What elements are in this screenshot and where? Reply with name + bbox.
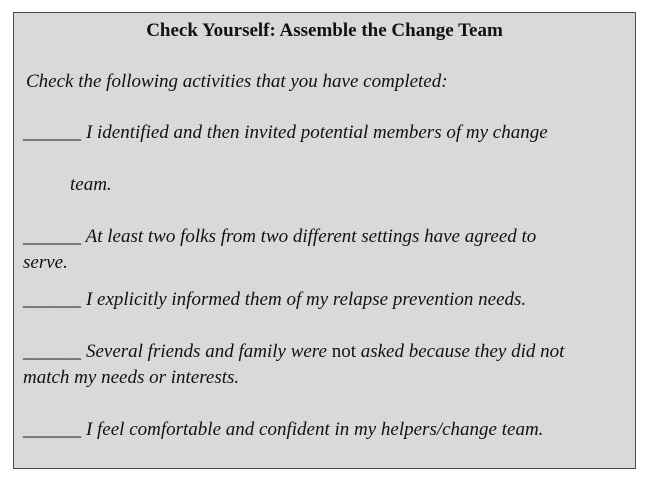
item-text: I identified and then invited potential members of my change <box>85 122 548 143</box>
answer-blank[interactable]: ______ <box>23 289 82 310</box>
answer-blank[interactable]: ______ <box>23 341 82 362</box>
item-continuation: serve. <box>23 252 68 273</box>
checklist-item <box>23 224 629 250</box>
item-continuation: team. <box>70 174 112 195</box>
answer-blank[interactable]: ______ <box>23 122 82 143</box>
checklist-item <box>23 339 629 365</box>
item-text: asked because they did not <box>355 341 565 362</box>
checklist-item <box>23 287 629 313</box>
checklist-item <box>23 120 629 146</box>
answer-blank[interactable]: ______ <box>23 226 82 247</box>
item-text: At least two folks from two different settings have agreed to <box>85 226 537 247</box>
item-text: Several friends and family were <box>85 341 332 362</box>
checklist-title: Check Yourself: Assemble the Change Team <box>146 20 503 41</box>
item-continuation: match my needs or interests. <box>23 367 240 388</box>
item-emphasis: not <box>331 341 356 362</box>
checklist-item <box>23 417 629 443</box>
checklist-box <box>13 12 636 469</box>
item-text: I feel comfortable and confident in my helpers/change team. <box>85 419 544 440</box>
checklist-intro: Check the following activities that you have completed: <box>26 71 448 92</box>
item-text: I explicitly informed them of my relapse prevention needs. <box>85 289 527 310</box>
answer-blank[interactable]: ______ <box>23 419 82 440</box>
